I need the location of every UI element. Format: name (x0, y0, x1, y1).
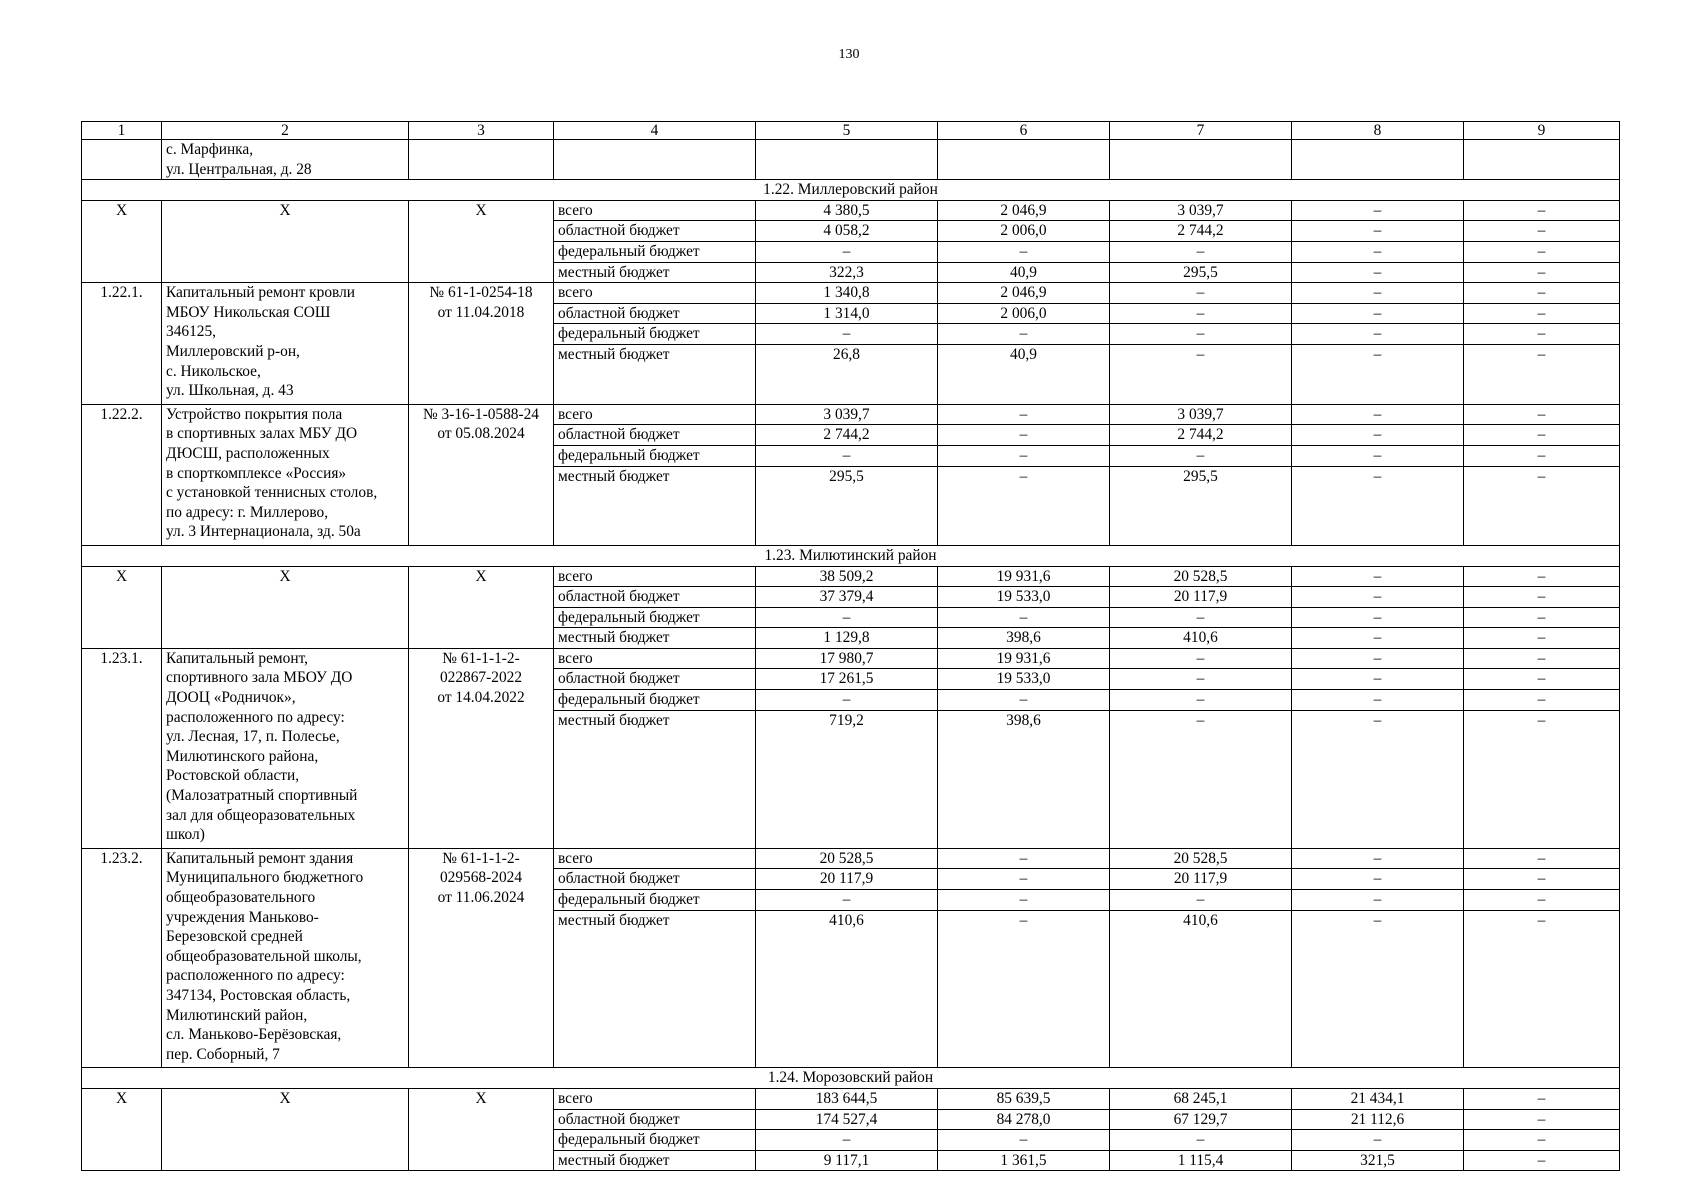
column-header: 6 (938, 122, 1110, 140)
budget-label: местный бюджет (554, 1150, 756, 1171)
amount-cell: – (1110, 241, 1292, 262)
section-title: 1.23. Милютинский район (82, 545, 1620, 566)
amount-cell: 3 039,7 (756, 404, 938, 425)
item-name-line: спортивного зала МБОУ ДО (166, 669, 353, 687)
amount-cell: 40,9 (938, 262, 1110, 283)
item-name-line: Березовской средней (166, 928, 303, 946)
amount-cell: – (1292, 566, 1464, 587)
item-name (162, 404, 409, 545)
amount-cell: 295,5 (1110, 262, 1292, 283)
budget-row (82, 283, 1620, 304)
budget-label: федеральный бюджет (554, 1130, 756, 1151)
amount-cell: 84 278,0 (938, 1109, 1110, 1130)
amount-cell: – (1292, 848, 1464, 869)
column-header: 5 (756, 122, 938, 140)
amount-cell: – (1292, 425, 1464, 446)
amount-cell: – (1464, 262, 1620, 283)
item-document-line: от 14.04.2022 (437, 689, 525, 707)
item-name-line: ДООЦ «Родничок», (166, 689, 296, 707)
item-name-line: расположенного по адресу: (166, 967, 345, 985)
empty-cell (1464, 140, 1620, 180)
budget-label: федеральный бюджет (554, 241, 756, 262)
amount-cell: 17 261,5 (756, 669, 938, 690)
amount-cell: – (938, 324, 1110, 345)
amount-cell: 40,9 (938, 344, 1110, 404)
amount-cell: 20 117,9 (1110, 587, 1292, 608)
amount-cell: 19 931,6 (938, 566, 1110, 587)
amount-cell: – (1464, 404, 1620, 425)
amount-cell: – (1292, 200, 1464, 221)
item-document-line: от 05.08.2024 (437, 425, 525, 443)
amount-cell: 37 379,4 (756, 587, 938, 608)
item-document (409, 648, 554, 848)
amount-cell: – (756, 690, 938, 711)
amount-cell: – (1292, 324, 1464, 345)
amount-cell: – (1464, 200, 1620, 221)
amount-cell: 719,2 (756, 710, 938, 848)
amount-cell: – (1464, 710, 1620, 848)
item-name-line: Устройство покрытия пола (166, 405, 343, 423)
amount-cell: 26,8 (756, 344, 938, 404)
amount-cell: 1 129,8 (756, 628, 938, 649)
amount-cell: – (1292, 344, 1464, 404)
column-header: 4 (554, 122, 756, 140)
amount-cell: – (1292, 690, 1464, 711)
item-name-line: сл. Маньково-Берёзовская, (166, 1026, 342, 1044)
budget-label: областной бюджет (554, 587, 756, 608)
item-document-line: 022867-2022 (439, 669, 523, 687)
amount-cell: – (1464, 283, 1620, 304)
amount-cell: 322,3 (756, 262, 938, 283)
item-name-line: ул. Лесная, 17, п. Полесье, (166, 728, 340, 746)
amount-cell: – (938, 241, 1110, 262)
total-marker: X (162, 1089, 409, 1171)
amount-cell: – (1292, 466, 1464, 545)
amount-cell: – (1110, 690, 1292, 711)
amount-cell: 2 744,2 (1110, 221, 1292, 242)
item-document-line: № 3-16-1-0588-24 (423, 405, 539, 423)
budget-label: местный бюджет (554, 466, 756, 545)
item-name-line: Капитальный ремонт, (166, 649, 309, 667)
amount-cell: 21 434,1 (1292, 1089, 1464, 1110)
item-name-line: 346125, (166, 323, 217, 341)
continuation-row (82, 140, 1620, 180)
amount-cell: 2 744,2 (1110, 425, 1292, 446)
amount-cell: – (1292, 648, 1464, 669)
budget-label: местный бюджет (554, 628, 756, 649)
amount-cell: – (1464, 648, 1620, 669)
amount-cell: 410,6 (1110, 910, 1292, 1068)
amount-cell: – (1110, 445, 1292, 466)
budget-label: всего (554, 200, 756, 221)
total-marker: X (409, 200, 554, 282)
item-name (162, 648, 409, 848)
budget-label: областной бюджет (554, 669, 756, 690)
item-name-line: с установкой теннисных столов, (166, 484, 378, 502)
item-name-line: ДЮСШ, расположенных (166, 444, 330, 462)
amount-cell: – (1110, 669, 1292, 690)
item-number: 1.22.2. (82, 404, 162, 545)
empty-cell (554, 140, 756, 180)
item-name (162, 283, 409, 405)
amount-cell: – (1464, 869, 1620, 890)
amount-cell: – (938, 869, 1110, 890)
amount-cell: – (938, 690, 1110, 711)
item-name-line: с. Никольское, (166, 362, 261, 380)
item-document (409, 404, 554, 545)
amount-cell: – (1292, 445, 1464, 466)
column-header: 2 (162, 122, 409, 140)
amount-cell: – (1292, 669, 1464, 690)
amount-cell: 321,5 (1292, 1150, 1464, 1171)
amount-cell: 19 931,6 (938, 648, 1110, 669)
amount-cell: – (1110, 710, 1292, 848)
amount-cell: 2 744,2 (756, 425, 938, 446)
amount-cell: 2 046,9 (938, 200, 1110, 221)
item-name (162, 848, 409, 1068)
item-name-line: по адресу: г. Миллерово, (166, 503, 329, 521)
amount-cell: 17 980,7 (756, 648, 938, 669)
address-line: с. Марфинка, (166, 141, 254, 158)
item-document-line: № 61-1-1-2- (442, 849, 520, 867)
amount-cell: – (1464, 303, 1620, 324)
section-title: 1.22. Миллеровский район (82, 180, 1620, 201)
amount-cell: 85 639,5 (938, 1089, 1110, 1110)
amount-cell: – (1464, 566, 1620, 587)
item-document (409, 283, 554, 405)
amount-cell: – (1464, 1130, 1620, 1151)
amount-cell: – (1110, 607, 1292, 628)
item-name-line: общеобразовательной школы, (166, 947, 362, 965)
amount-cell: – (756, 445, 938, 466)
budget-label: федеральный бюджет (554, 690, 756, 711)
item-name-line: (Малозатратный спортивный (166, 787, 358, 805)
amount-cell: – (1464, 466, 1620, 545)
item-name-line: ул. 3 Интернационала, зд. 50а (166, 523, 361, 541)
item-name-line: Милютинского района, (166, 747, 319, 765)
item-document-line: № 61-1-0254-18 (429, 284, 533, 302)
amount-cell: – (938, 607, 1110, 628)
empty-cell (1110, 140, 1292, 180)
amount-cell: 3 039,7 (1110, 200, 1292, 221)
amount-cell: – (1292, 303, 1464, 324)
amount-cell: – (1292, 221, 1464, 242)
budget-label: областной бюджет (554, 303, 756, 324)
amount-cell: – (756, 1130, 938, 1151)
budget-label: местный бюджет (554, 262, 756, 283)
amount-cell: 183 644,5 (756, 1089, 938, 1110)
budget-label: областной бюджет (554, 425, 756, 446)
amount-cell: – (1110, 324, 1292, 345)
total-marker: X (162, 200, 409, 282)
section-row (82, 545, 1620, 566)
amount-cell: – (1464, 445, 1620, 466)
budget-row (82, 848, 1620, 869)
budget-row (82, 404, 1620, 425)
item-document (409, 848, 554, 1068)
amount-cell: – (1292, 404, 1464, 425)
budget-label: всего (554, 566, 756, 587)
budget-label: областной бюджет (554, 1109, 756, 1130)
amount-cell: 398,6 (938, 710, 1110, 848)
item-name-line: Миллеровский р-он, (166, 342, 300, 360)
amount-cell: – (938, 848, 1110, 869)
item-name-line: ул. Школьная, д. 43 (166, 382, 294, 400)
total-marker: X (82, 566, 162, 648)
budget-label: всего (554, 1089, 756, 1110)
item-name-line: зал для общеоразовательных (166, 806, 356, 824)
column-header: 8 (1292, 122, 1464, 140)
amount-cell: – (1110, 303, 1292, 324)
amount-cell: – (1464, 1109, 1620, 1130)
amount-cell: – (1110, 1130, 1292, 1151)
amount-cell: – (1292, 262, 1464, 283)
budget-label: областной бюджет (554, 221, 756, 242)
total-marker: X (409, 1089, 554, 1171)
item-name-line: Милютинский район, (166, 1006, 308, 1024)
budget-label: всего (554, 404, 756, 425)
amount-cell: 1 340,8 (756, 283, 938, 304)
column-header: 9 (1464, 122, 1620, 140)
amount-cell: – (1110, 890, 1292, 911)
budget-row (82, 200, 1620, 221)
budget-label: областной бюджет (554, 869, 756, 890)
item-number: 1.22.1. (82, 283, 162, 405)
amount-cell: – (938, 466, 1110, 545)
budget-row (82, 648, 1620, 669)
budget-label: всего (554, 848, 756, 869)
budget-row (82, 566, 1620, 587)
amount-cell: – (756, 607, 938, 628)
section-title: 1.24. Морозовский район (82, 1068, 1620, 1089)
amount-cell: 67 129,7 (1110, 1109, 1292, 1130)
amount-cell: – (1464, 344, 1620, 404)
total-marker: X (409, 566, 554, 648)
item-number: 1.23.2. (82, 848, 162, 1068)
amount-cell: 295,5 (1110, 466, 1292, 545)
section-row (82, 180, 1620, 201)
amount-cell: – (938, 445, 1110, 466)
item-name-line: пер. Соборный, 7 (166, 1045, 280, 1063)
amount-cell: – (1464, 1089, 1620, 1110)
amount-cell: – (938, 425, 1110, 446)
amount-cell: 1 361,5 (938, 1150, 1110, 1171)
amount-cell: – (1292, 910, 1464, 1068)
item-name-line: общеобразовательного (166, 889, 316, 907)
amount-cell: – (1464, 241, 1620, 262)
amount-cell: 3 039,7 (1110, 404, 1292, 425)
budget-label: всего (554, 648, 756, 669)
amount-cell: – (1110, 344, 1292, 404)
item-name-line: Ростовской области, (166, 767, 300, 785)
amount-cell: – (756, 241, 938, 262)
amount-cell: 2 046,9 (938, 283, 1110, 304)
total-marker: X (82, 200, 162, 282)
column-header: 7 (1110, 122, 1292, 140)
budget-label: федеральный бюджет (554, 324, 756, 345)
amount-cell: – (1464, 587, 1620, 608)
item-name-line: 347134, Ростовская область, (166, 987, 351, 1004)
item-name-line: в спорткомплексе «Россия» (166, 464, 347, 482)
item-document-line: от 11.04.2018 (437, 303, 525, 321)
amount-cell: 295,5 (756, 466, 938, 545)
amount-cell: – (1464, 690, 1620, 711)
continuation-address (162, 140, 409, 180)
empty-cell (409, 140, 554, 180)
item-name-line: в спортивных залах МБУ ДО (166, 425, 358, 443)
amount-cell: 21 112,6 (1292, 1109, 1464, 1130)
amount-cell: – (938, 910, 1110, 1068)
item-number: 1.23.1. (82, 648, 162, 848)
column-header: 3 (409, 122, 554, 140)
item-name-line: МБОУ Никольская СОШ (166, 303, 331, 321)
amount-cell: – (1464, 628, 1620, 649)
amount-cell: 2 006,0 (938, 221, 1110, 242)
amount-cell: 4 058,2 (756, 221, 938, 242)
amount-cell: – (938, 404, 1110, 425)
amount-cell: – (1464, 1150, 1620, 1171)
amount-cell: – (1464, 848, 1620, 869)
budget-label: местный бюджет (554, 344, 756, 404)
amount-cell: 68 245,1 (1110, 1089, 1292, 1110)
amount-cell: 38 509,2 (756, 566, 938, 587)
empty-cell (1292, 140, 1464, 180)
amount-cell: 20 528,5 (1110, 566, 1292, 587)
budget-label: федеральный бюджет (554, 607, 756, 628)
amount-cell: 19 533,0 (938, 669, 1110, 690)
item-document-line: 029568-2024 (439, 869, 523, 887)
amount-cell: 20 117,9 (1110, 869, 1292, 890)
total-marker: X (82, 1089, 162, 1171)
amount-cell: 410,6 (1110, 628, 1292, 649)
item-name-line: школ) (166, 826, 205, 844)
column-header-row (82, 122, 1620, 140)
amount-cell: – (1292, 283, 1464, 304)
amount-cell: – (1464, 669, 1620, 690)
item-document-line: № 61-1-1-2- (442, 649, 520, 667)
budget-label: местный бюджет (554, 710, 756, 848)
amount-cell: – (1464, 890, 1620, 911)
amount-cell: – (1464, 221, 1620, 242)
amount-cell: – (1292, 587, 1464, 608)
amount-cell: 20 528,5 (1110, 848, 1292, 869)
item-name-line: Капитальный ремонт здания (166, 849, 354, 867)
page-number: 130 (838, 47, 860, 62)
amount-cell: – (1464, 425, 1620, 446)
amount-cell: – (1110, 283, 1292, 304)
amount-cell: 2 006,0 (938, 303, 1110, 324)
amount-cell: 410,6 (756, 910, 938, 1068)
item-name-line: учреждения Маньково- (166, 908, 319, 926)
item-name-line: расположенного по адресу: (166, 708, 345, 726)
amount-cell: – (1464, 324, 1620, 345)
item-name-line: Муниципального бюджетного (166, 869, 364, 887)
budget-table (81, 121, 1620, 1171)
amount-cell: – (1292, 890, 1464, 911)
address-line: ул. Центральная, д. 28 (166, 160, 312, 178)
amount-cell: 1 115,4 (1110, 1150, 1292, 1171)
amount-cell: – (1464, 910, 1620, 1068)
amount-cell: – (1110, 648, 1292, 669)
item-document-line: от 11.06.2024 (437, 889, 525, 907)
empty-cell (938, 140, 1110, 180)
amount-cell: – (1292, 1130, 1464, 1151)
amount-cell: – (756, 324, 938, 345)
amount-cell: – (1292, 241, 1464, 262)
column-header: 1 (82, 122, 162, 140)
amount-cell: 19 533,0 (938, 587, 1110, 608)
budget-label: федеральный бюджет (554, 445, 756, 466)
empty-cell (756, 140, 938, 180)
amount-cell: – (1292, 869, 1464, 890)
empty-cell (82, 140, 162, 180)
amount-cell: – (1292, 628, 1464, 649)
budget-row (82, 1089, 1620, 1110)
amount-cell: – (756, 890, 938, 911)
amount-cell: – (938, 890, 1110, 911)
total-marker: X (162, 566, 409, 648)
budget-label: местный бюджет (554, 910, 756, 1068)
amount-cell: – (1464, 607, 1620, 628)
item-name-line: Капитальный ремонт кровли (166, 284, 356, 302)
amount-cell: 174 527,4 (756, 1109, 938, 1130)
amount-cell: 9 117,1 (756, 1150, 938, 1171)
amount-cell: 20 528,5 (756, 848, 938, 869)
amount-cell: – (1292, 710, 1464, 848)
budget-label: федеральный бюджет (554, 890, 756, 911)
amount-cell: 4 380,5 (756, 200, 938, 221)
amount-cell: 398,6 (938, 628, 1110, 649)
section-row (82, 1068, 1620, 1089)
amount-cell: 20 117,9 (756, 869, 938, 890)
amount-cell: 1 314,0 (756, 303, 938, 324)
amount-cell: – (1292, 607, 1464, 628)
amount-cell: – (938, 1130, 1110, 1151)
budget-label: всего (554, 283, 756, 304)
